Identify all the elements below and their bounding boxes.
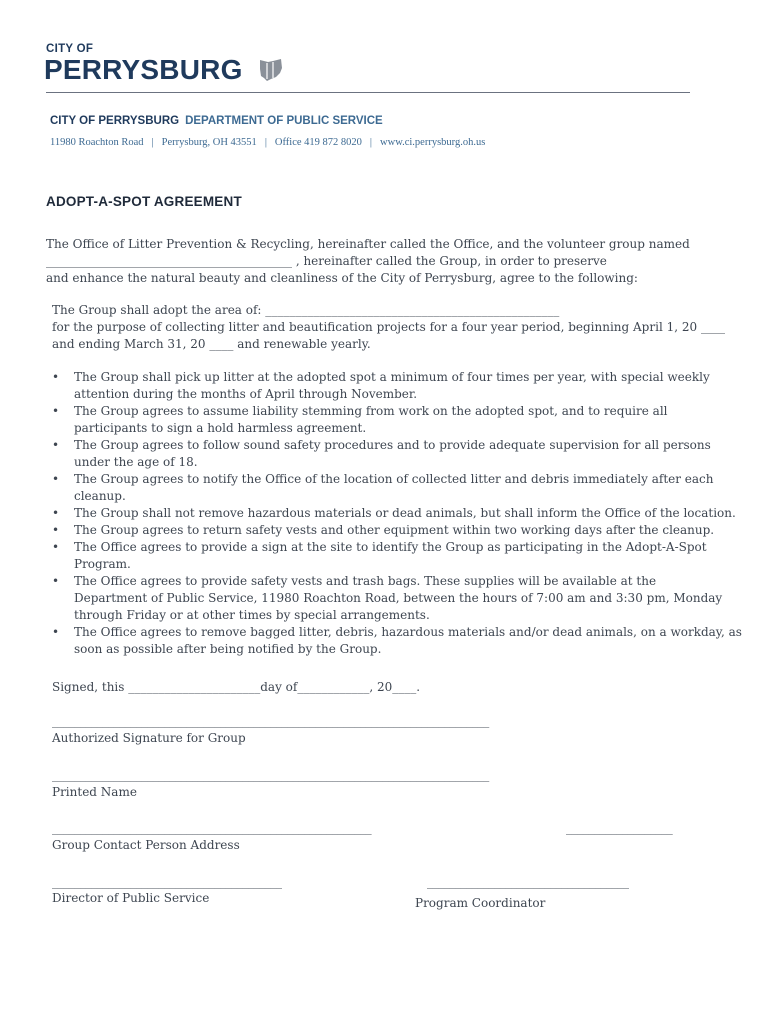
bullet-glyph: • (52, 404, 60, 418)
list-item (52, 369, 732, 403)
list-item-line: Department of Public Service, 11980 Roachton Road, between the hours of 7:00 am and 3:30 pm, Monday (74, 591, 723, 605)
intro-line: and enhance the natural beauty and cleanliness of the City of Perrysburg, agree to the following: (46, 271, 638, 285)
printed-name-line[interactable]: ______________________________________________________________________________ (52, 768, 489, 782)
list-item-line: The Group agrees to return safety vests and other equipment within two working days after the cleanup. (74, 523, 715, 537)
authorized-signature-label: Authorized Signature for Group (52, 731, 246, 745)
list-item (52, 624, 742, 658)
list-item-line: through Friday or at other times by special arrangements. (74, 608, 430, 622)
address-line-1[interactable]: _________________________________________________________ (52, 821, 372, 835)
signed-date-field[interactable]: Signed, this ______________________day of____________, 20____. (52, 680, 421, 694)
terms-list (52, 369, 742, 658)
intro-line: The Office of Litter Prevention & Recycling, hereinafter called the Office, and the volunteer group named (46, 237, 690, 251)
authorized-signature-line[interactable]: ______________________________________________________________________________ (52, 714, 489, 728)
list-item (52, 471, 732, 505)
area-line: The Group shall adopt the area of: _________________________________________________ (52, 303, 560, 317)
bullet-glyph: • (52, 438, 60, 452)
page-title: ADOPT-A-SPOT AGREEMENT (46, 194, 242, 209)
list-item (52, 437, 732, 471)
list-item-line: The Office agrees to provide safety vests and trash bags. These supplies will be available at the (74, 574, 657, 588)
list-item-line: The Group agrees to assume liability stemming from work on the adopted spot, and to require all (74, 404, 668, 418)
list-item-line: Program. (74, 557, 131, 571)
coordinator-signature-line[interactable]: ____________________________________ (427, 875, 629, 889)
area-paragraph (52, 302, 725, 353)
dept-name: DEPARTMENT OF PUBLIC SERVICE (185, 115, 383, 127)
list-item-line: The Group agrees to follow sound safety procedures and to provide adequate supervision for all persons (74, 438, 711, 452)
intro-line: _________________________________________ , hereinafter called the Group, in order to preserve (46, 254, 607, 268)
list-item (52, 573, 732, 624)
logo-city-of: CITY OF (46, 43, 94, 55)
director-signature-line[interactable]: _________________________________________ (52, 875, 282, 889)
list-item-line: participants to sign a hold harmless agreement. (74, 421, 367, 435)
director-label: Director of Public Service (52, 891, 210, 905)
bullet-glyph: • (52, 506, 60, 520)
list-item-line: The Group shall not remove hazardous materials or dead animals, but shall inform the Office of the location. (74, 506, 736, 520)
contact-website: www.ci.perrysburg.oh.us (380, 137, 486, 148)
list-item-line: The Office agrees to remove bagged litter, debris, hazardous materials and/or dead animals, on a workday, as (74, 625, 742, 639)
bullet-glyph: • (52, 574, 60, 588)
intro-paragraph (46, 236, 690, 287)
list-item (52, 403, 732, 437)
bullet-glyph: • (52, 370, 60, 384)
contact-address: 11980 Roachton Road (50, 137, 144, 148)
list-item-line: The Group agrees to notify the Office of the location of collected litter and debris immediately after each (74, 472, 714, 486)
department-line (50, 115, 383, 127)
list-item-line: The Group shall pick up litter at the adopted spot a minimum of four times per year, with special weekly (74, 370, 710, 384)
address-label: Group Contact Person Address (52, 838, 240, 852)
dept-city: CITY OF PERRYSBURG (50, 115, 180, 127)
contact-city: Perrysburg, OH 43551 (161, 137, 257, 148)
contact-phone: Office 419 872 8020 (274, 137, 362, 148)
contact-separator: | (264, 137, 267, 148)
list-item (52, 522, 732, 539)
list-item (52, 539, 732, 573)
list-item-line: The Office agrees to provide a sign at the site to identify the Group as participating in the Adopt-A-Spot (74, 540, 707, 554)
area-line: and ending March 31, 20 ____ and renewable yearly. (52, 337, 371, 351)
printed-name-label: Printed Name (52, 785, 137, 799)
ohio-state-icon (259, 59, 283, 81)
list-item (52, 505, 736, 522)
coordinator-label: Program Coordinator (415, 896, 546, 910)
bullet-glyph: • (52, 523, 60, 537)
contact-separator: | (151, 137, 154, 148)
contact-line (50, 137, 485, 148)
bullet-glyph: • (52, 540, 60, 554)
list-item-line: cleanup. (74, 489, 126, 503)
bullet-glyph: • (52, 625, 60, 639)
list-item-line: soon as possible after being notified by the Group. (74, 642, 382, 656)
area-line: for the purpose of collecting litter and beautification projects for a four year period, beginning April 1, 20 ____ (52, 320, 725, 334)
list-item-line: under the age of 18. (74, 455, 198, 469)
contact-separator: | (369, 137, 373, 148)
bullet-glyph: • (52, 472, 60, 486)
header-rule (46, 92, 690, 93)
list-item-line: attention during the months of April through November. (74, 387, 418, 401)
logo-perrysburg: PERRYSBURG (44, 54, 243, 85)
address-line-2[interactable]: ___________________ (566, 821, 673, 835)
